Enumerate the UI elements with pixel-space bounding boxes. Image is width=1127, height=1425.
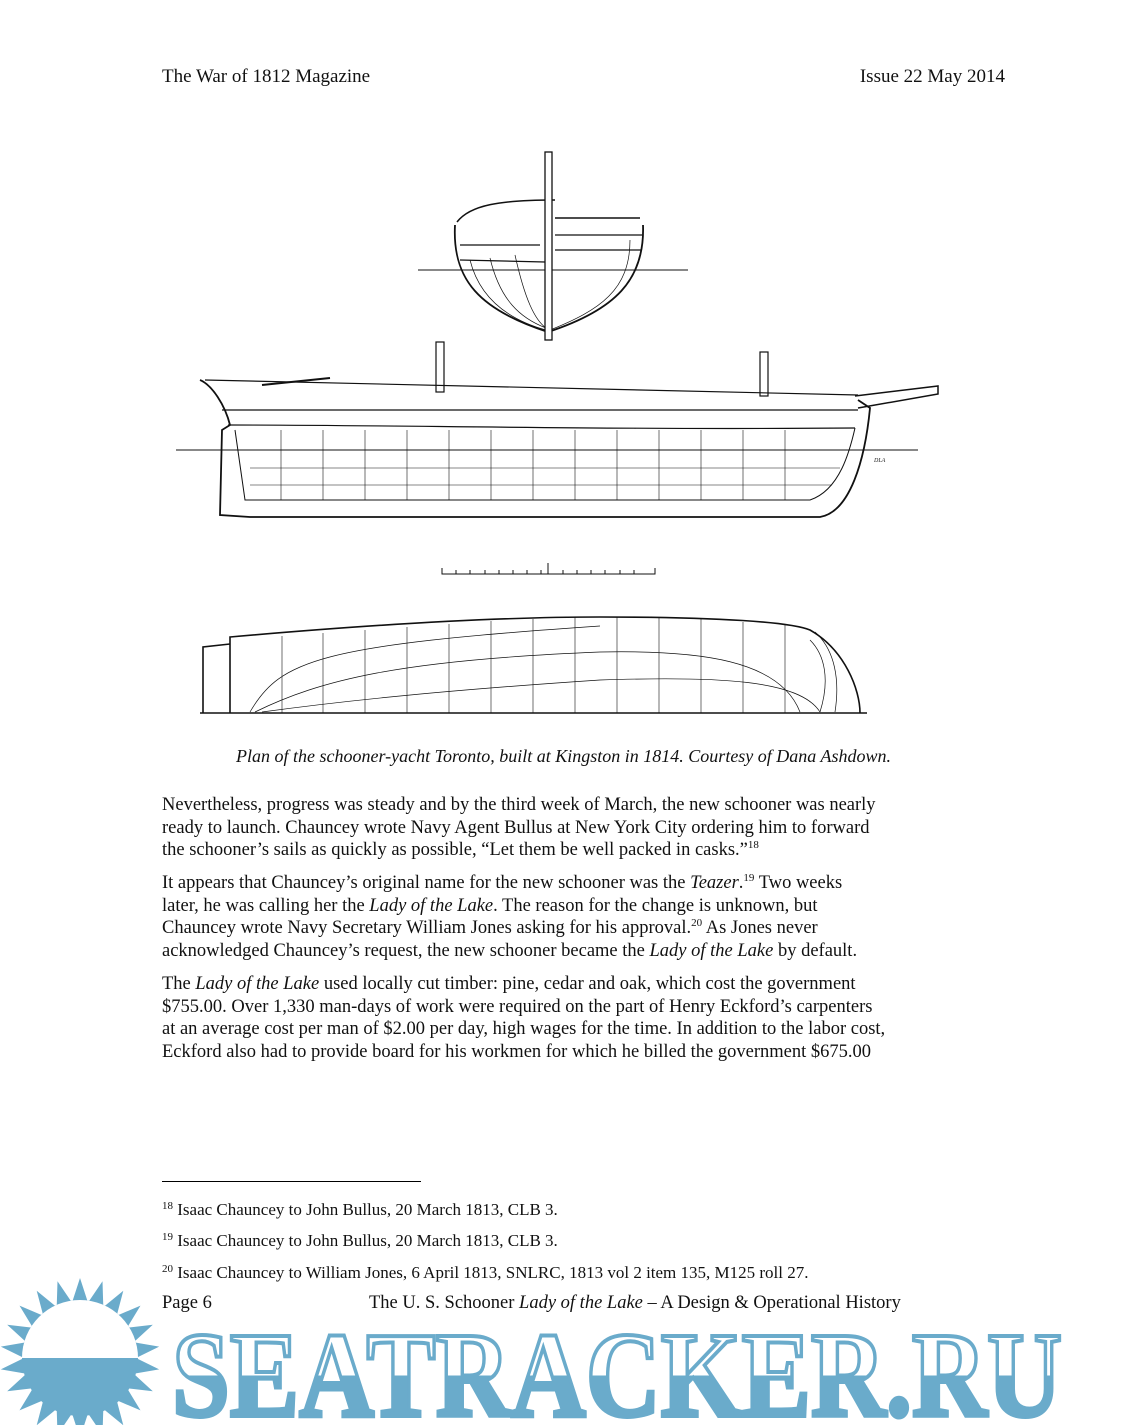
footnote-text: Isaac Chauncey to John Bullus, 20 March 1813, CLB 3. [177, 1200, 558, 1219]
footnote [162, 1263, 809, 1283]
article-body [162, 794, 962, 1074]
footer-title-post: – A Design & Operational History [642, 1293, 901, 1313]
text-segment: . [738, 873, 744, 894]
paragraph [162, 872, 962, 962]
text-segment: by default. [773, 941, 858, 962]
footnote-reference: 18 [747, 839, 759, 852]
text-line [162, 839, 962, 862]
watermark-text: SEATRACKER.RU [172, 1308, 1062, 1425]
header-magazine-title: The War of 1812 Magazine [162, 66, 371, 87]
text-segment: ready to launch. Chauncey wrote Navy Agent Bullus at New York City ordering him to forward [162, 817, 870, 838]
footnote-text: Isaac Chauncey to William Jones, 6 April 1813, SNLRC, 1813 vol 2 item 135, M125 roll 27. [177, 1263, 809, 1282]
footnote-number: 18 [162, 1200, 173, 1212]
text-line [162, 940, 962, 963]
text-segment: Chauncey wrote Navy Secretary William Jones asking for his approval. [162, 918, 692, 939]
body-section-view [418, 152, 688, 340]
station-grid [250, 430, 840, 500]
text-segment: Nevertheless, progress was steady and by the third week of March, the new schooner was nearly [162, 795, 876, 815]
text-line [162, 895, 962, 918]
draftsman-signature: DLA [874, 458, 886, 464]
half-breadth-plan-view [200, 617, 867, 713]
text-line [162, 996, 962, 1019]
schooner-plan-drawing [0, 0, 1080, 740]
text-line [162, 872, 962, 895]
seatracker-watermark [0, 1308, 1080, 1425]
footnote-reference: 19 [743, 872, 755, 885]
figure-caption: Plan of the schooner-yacht Toronto, built at Kingston in 1814. Courtesy of Dana Ashdown. [236, 746, 891, 766]
sun-logo-icon [1, 1278, 159, 1425]
text-segment: $755.00. Over 1,330 man-days of work were required on the part of Henry Eckford’s carpenters [162, 996, 873, 1017]
italic-text: Teazer [690, 873, 739, 894]
header-issue: Issue 22 May 2014 [859, 66, 1005, 87]
footnote [162, 1200, 558, 1220]
text-segment: used locally cut timber: pine, cedar and oak, which cost the government [319, 974, 856, 995]
footer-title [369, 1293, 901, 1314]
text-segment: acknowledged Chauncey’s request, the new schooner became the [162, 941, 650, 962]
text-segment: at an average cost per man of $2.00 per day, high wages for the time. In addition to the labor cost, [162, 1019, 886, 1040]
text-line [162, 1018, 962, 1041]
text-segment: As Jones never [702, 918, 818, 939]
text-line [162, 794, 962, 817]
text-segment: . The reason for the change is unknown, but [493, 895, 818, 916]
text-line [162, 917, 962, 940]
italic-text: Lady of the Lake [369, 895, 494, 916]
footer-page-number: Page 6 [162, 1293, 212, 1313]
footnote [162, 1231, 558, 1251]
paragraph [162, 973, 962, 1063]
text-segment: the schooner’s sails as quickly as possible, “Let them be well packed in casks.” [162, 840, 748, 861]
paragraph [162, 794, 962, 862]
text-segment: The [162, 974, 196, 995]
italic-text: Lady of the Lake [195, 974, 320, 995]
text-segment: Two weeks [754, 873, 843, 894]
footer-title-pre: The U. S. Schooner [369, 1293, 520, 1313]
footnote-divider [162, 1181, 421, 1182]
text-line [162, 973, 962, 996]
footnote-reference: 20 [691, 917, 703, 930]
text-segment: later, he was calling her the [162, 895, 370, 916]
footer-title-italic: Lady of the Lake [519, 1293, 643, 1313]
scale-bar [442, 563, 655, 574]
text-segment: Eckford also had to provide board for his workmen for which he billed the government $675.00 [162, 1041, 871, 1062]
text-line [162, 1041, 962, 1064]
footnote-number: 19 [162, 1231, 173, 1243]
text-segment: It appears that Chauncey’s original name for the new schooner was the [162, 873, 691, 894]
side-profile-view [176, 342, 938, 517]
text-line [162, 817, 962, 840]
footnote-text: Isaac Chauncey to John Bullus, 20 March 1813, CLB 3. [177, 1231, 558, 1250]
footnote-number: 20 [162, 1263, 173, 1275]
italic-text: Lady of the Lake [649, 941, 774, 962]
